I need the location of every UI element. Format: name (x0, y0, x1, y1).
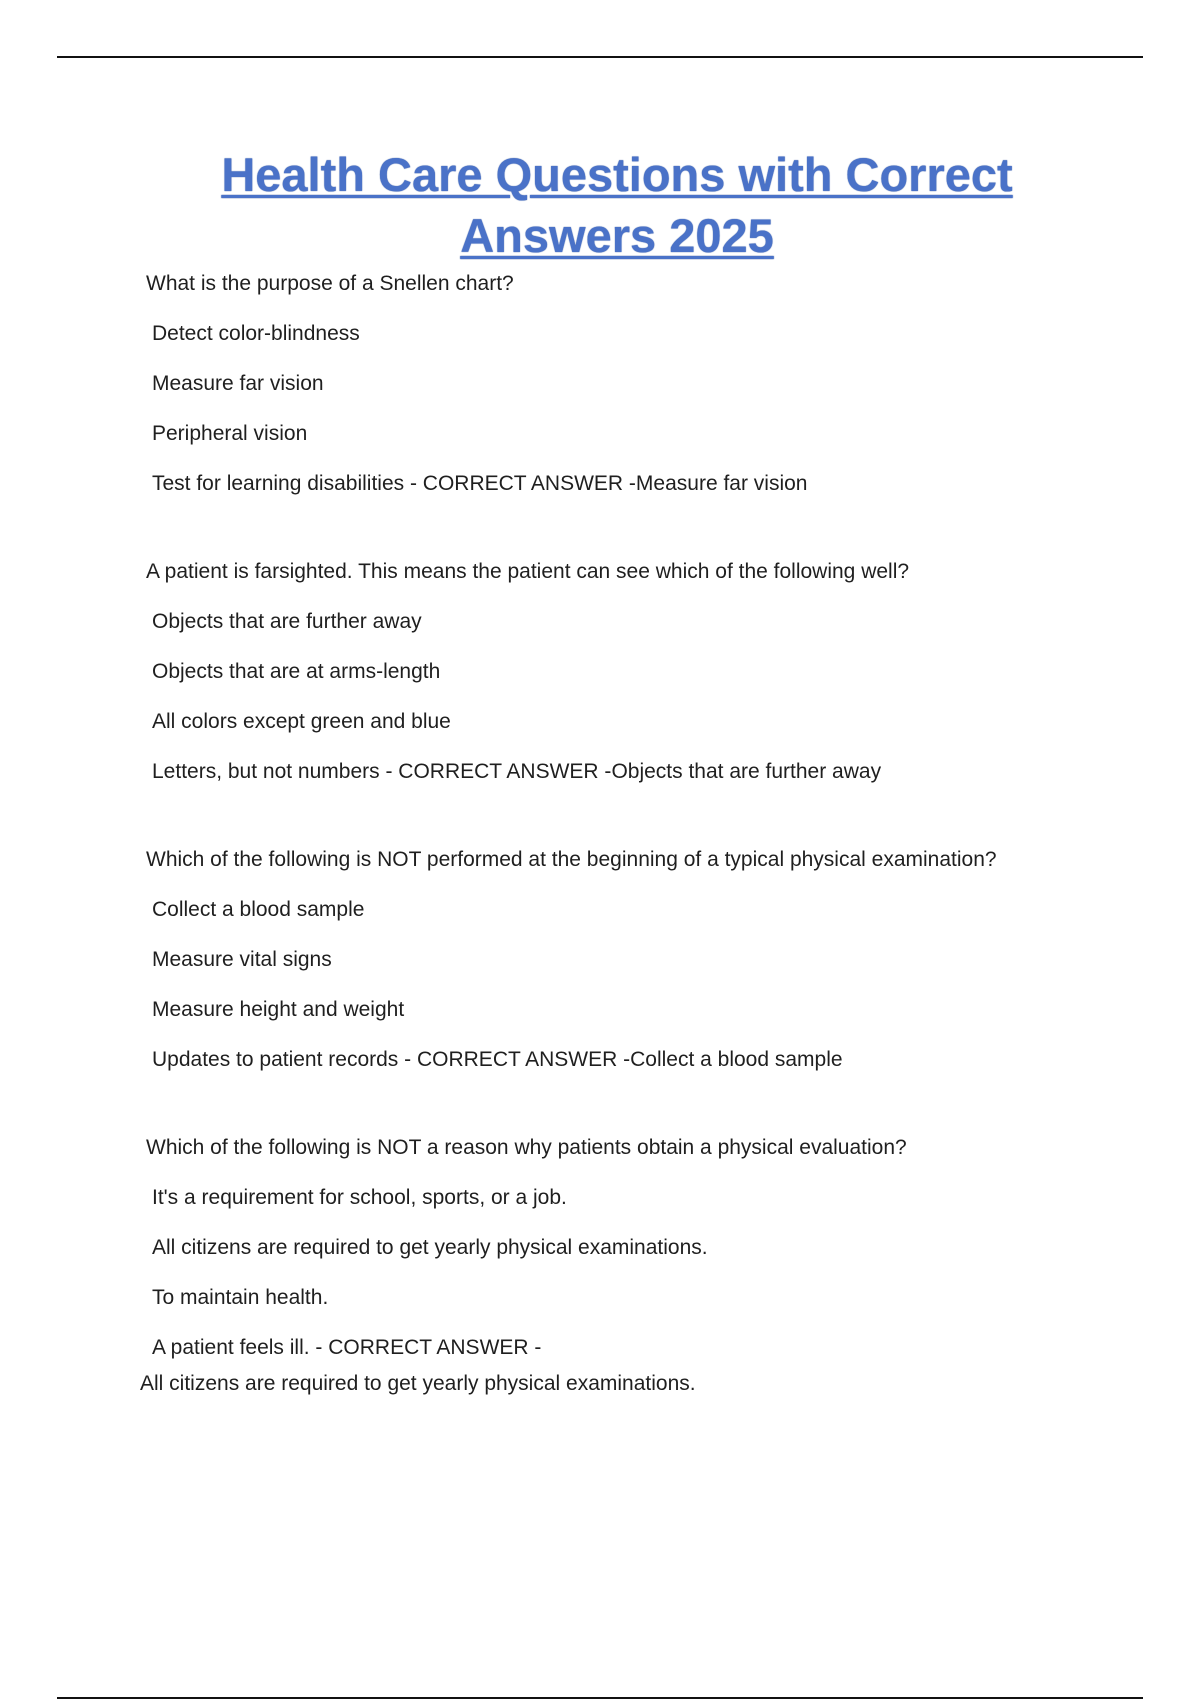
question-block-1 (146, 266, 1126, 502)
top-rule (57, 56, 1143, 58)
correct-answer-marker: - CORRECT ANSWER - (404, 472, 636, 495)
correct-answer: Collect a blood sample (630, 1048, 843, 1071)
question-block-4 (140, 1130, 1126, 1402)
question-list (140, 266, 1126, 1402)
option-d-with-answer (146, 466, 1126, 502)
question-text: What is the purpose of a Snellen chart? (146, 272, 514, 295)
option-b: Objects that are at arms-length (152, 660, 441, 683)
option-c: All colors except green and blue (152, 710, 451, 733)
option-d: A patient feels ill. (152, 1336, 310, 1359)
document-title (120, 144, 1114, 266)
option-d-with-answer (146, 1042, 1126, 1078)
question-text: A patient is farsighted. This means the patient can see which of the following well? (146, 560, 910, 583)
question-text: Which of the following is NOT performed at the beginning of a typical physical examination? (146, 848, 997, 871)
option-d-with-answer (146, 754, 1126, 790)
option-d: Letters, but not numbers (152, 760, 380, 783)
option-d: Updates to patient records (152, 1048, 399, 1071)
option-d: Test for learning disabilities (152, 472, 405, 495)
option-b: Measure far vision (152, 372, 324, 395)
question-block-3 (146, 842, 1126, 1078)
correct-answer-marker: - CORRECT ANSWER - (309, 1336, 542, 1359)
option-a: Detect color-blindness (152, 322, 360, 345)
option-b: Measure vital signs (152, 948, 332, 971)
option-a: Collect a blood sample (152, 898, 365, 921)
title-line-1: Health Care Questions with Correct (221, 148, 1013, 201)
option-c: To maintain health. (152, 1286, 329, 1309)
question-text: Which of the following is NOT a reason why patients obtain a physical evaluation? (146, 1136, 907, 1159)
option-c: Peripheral vision (152, 422, 308, 445)
correct-answer-marker: - CORRECT ANSWER - (379, 760, 612, 783)
option-a: It's a requirement for school, sports, or a job. (152, 1186, 567, 1209)
correct-answer-marker: - CORRECT ANSWER - (398, 1048, 631, 1071)
option-a: Objects that are further away (152, 610, 422, 633)
bottom-rule (57, 1697, 1143, 1699)
option-c: Measure height and weight (152, 998, 405, 1021)
correct-answer: Measure far vision (635, 472, 808, 495)
correct-answer: All citizens are required to get yearly physical examinations. (140, 1372, 696, 1395)
title-line-2: Answers 2025 (460, 209, 774, 262)
correct-answer: Objects that are further away (611, 760, 882, 783)
option-b: All citizens are required to get yearly physical examinations. (152, 1236, 708, 1259)
question-block-2 (146, 554, 1126, 790)
option-d-with-answer (146, 1330, 1126, 1366)
